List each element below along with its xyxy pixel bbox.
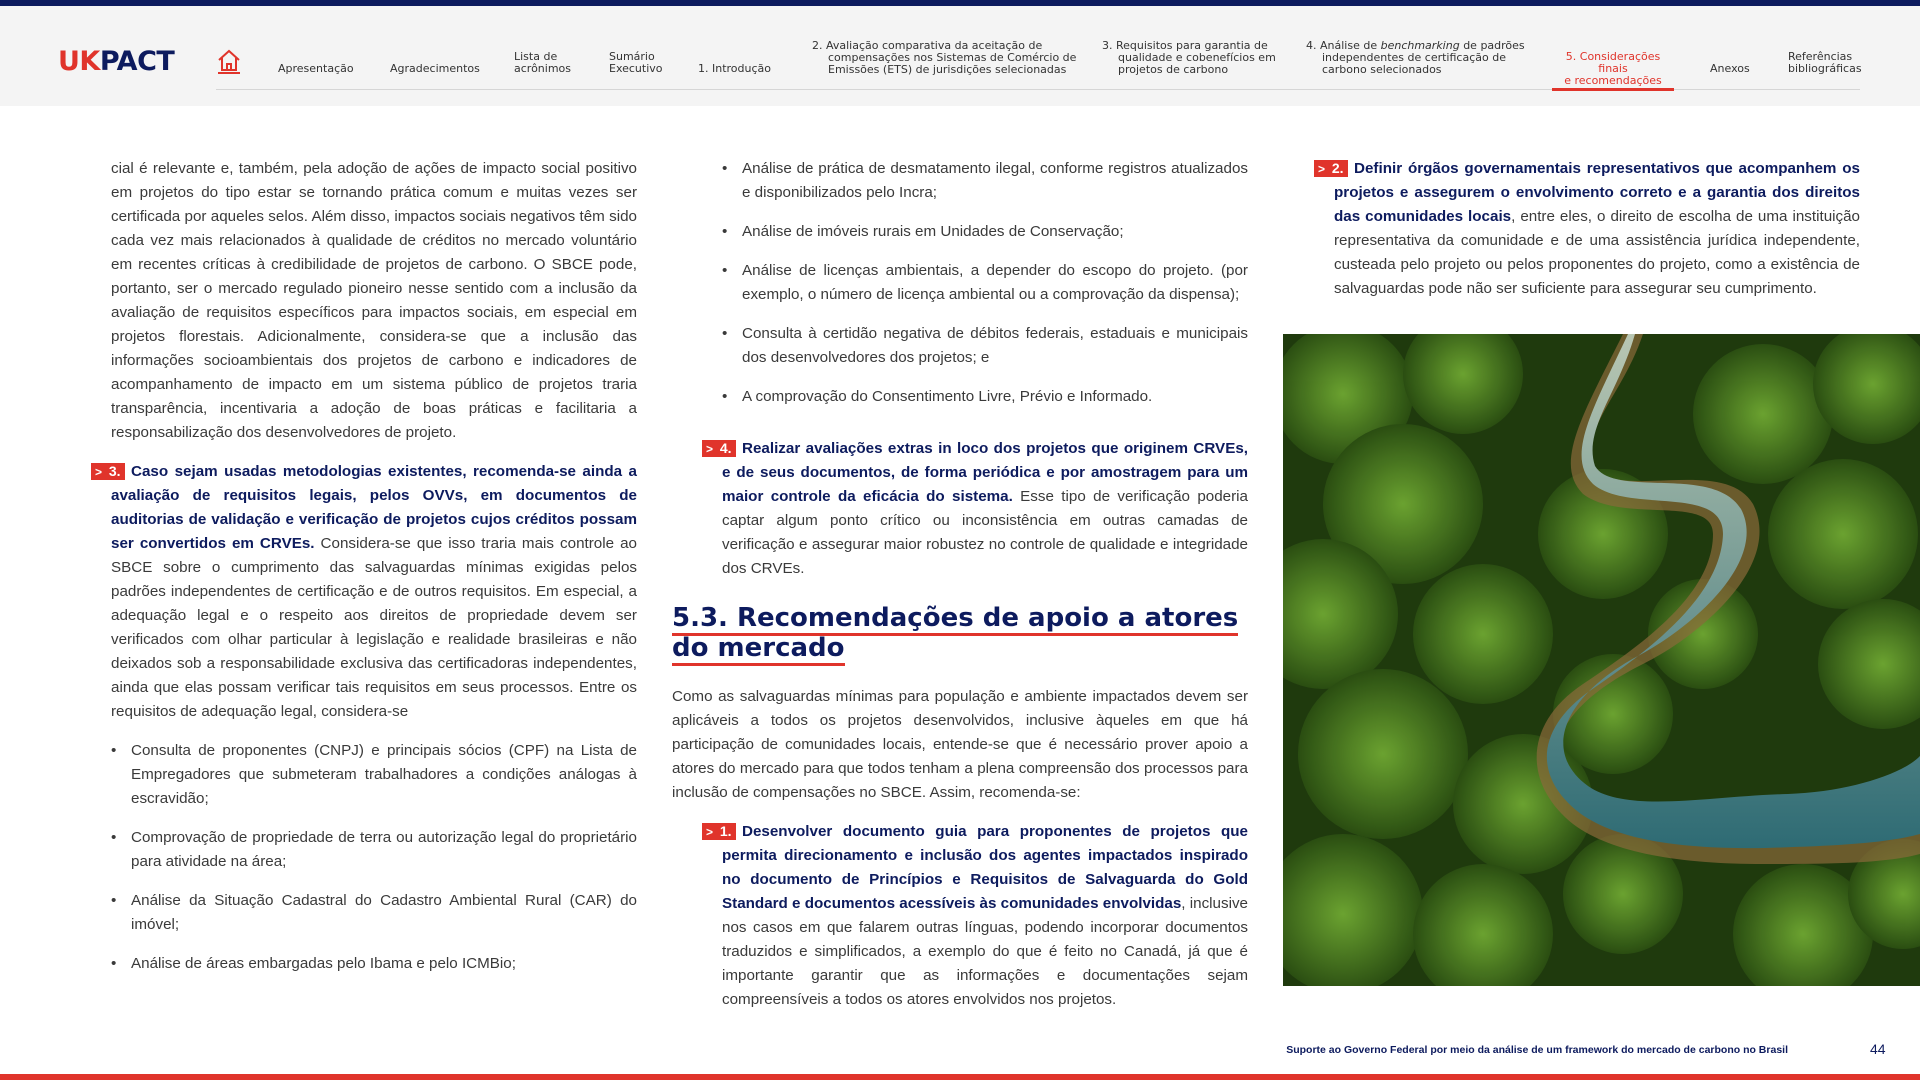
column-2 [672, 157, 1248, 1027]
list-item: • Comprovação de propriedade de terra ou autorização legal do proprietário para atividade na área; [111, 826, 637, 874]
bullet-icon: • [111, 742, 117, 759]
list-item: • Análise de imóveis rurais em Unidades de Conservação; [722, 220, 1248, 244]
main-nav [0, 40, 1920, 90]
nav-item-secao-5-active[interactable]: 5. Considerações finais e recomendações [1564, 50, 1662, 87]
recommendation-list [672, 820, 1248, 1012]
recommendation-title: Caso sejam usadas metodologias existentes, recomenda-se ainda a avaliação de requisitos legais, pelos OVVs, em documentos de auditorias de validação e verificação de projetos cujos créditos possam ser convertidos em CRVEs. [111, 463, 637, 552]
bullet-icon: • [111, 892, 117, 909]
nav-item-sumario-executivo[interactable]: Sumário Executivo [609, 50, 663, 75]
chevron-right-icon: > [95, 465, 103, 479]
forest-river-aerial-image [1283, 334, 1920, 986]
recommendation-title: Definir órgãos governamentais representativos que acompanhem os projetos e assegurem o envolvimento correto e a garantia dos direitos das comunidades locais [1334, 160, 1860, 225]
recommendation-badge: > 4. [702, 440, 736, 457]
recommendation-4 [706, 437, 1248, 581]
recommendation-badge: > 3. [91, 463, 125, 480]
recommendation-2 [1318, 157, 1860, 301]
page-number: 44 [1870, 1041, 1886, 1057]
bullet-icon: • [722, 160, 728, 177]
bullet-list [672, 157, 1248, 581]
column-1 [95, 157, 637, 991]
bottom-accent-bar [0, 1074, 1920, 1080]
active-tab-underline [1552, 88, 1674, 91]
recommendation-text: Considera-se que isso traria mais controle ao SBCE sobre o cumprimento das salvaguardas mínimas exigidas pelos padrões independentes de certificação e de outros requisitos. Em especial, a adequação legal e o respeito aos direitos de propriedade devem ser verificados com olhar particular à legislação e realidade brasileiras e não deixados sob a responsabilidade exclusiva das certificadoras independentes, ainda que elas possam verificar tais requisitos em seus processos. Entre os requisitos de adequação legal, considera-se [111, 535, 637, 720]
list-item: • Análise de prática de desmatamento ilegal, conforme registros atualizados e disponibilizados pelo Incra; [722, 157, 1248, 205]
chevron-right-icon: > [706, 442, 714, 456]
list-item: • Análise de licenças ambientais, a depender do escopo do projeto. (por exemplo, o número de licença ambiental ou a comprovação da dispensa); [722, 259, 1248, 307]
bullet-icon: • [722, 223, 728, 240]
list-item: • Consulta à certidão negativa de débitos federais, estaduais e municipais dos desenvolvedores dos projetos; e [722, 322, 1248, 370]
list-item: • Análise da Situação Cadastral do Cadastro Ambiental Rural (CAR) do imóvel; [111, 889, 637, 937]
column-3 [1318, 157, 1860, 316]
nav-item-agradecimentos[interactable]: Agradecimentos [390, 62, 480, 75]
nav-item-referencias[interactable]: Referências bibliográficas [1788, 50, 1862, 75]
header [0, 6, 1920, 106]
bullet-icon: • [722, 388, 728, 405]
nav-item-introducao[interactable]: 1. Introdução [698, 62, 772, 75]
recommendation-title: Desenvolver documento guia para proponentes de projetos que permita direcionamento e inclusão dos agentes impactados inspirado no documento de Princípios e Requisitos de Salvaguarda do Gold Standard e documentos acessíveis às comunidades envolvidas [722, 823, 1248, 912]
recommendation-badge: > 2. [1314, 160, 1348, 177]
recommendation-title: Realizar avaliações extras in loco dos projetos que originem CRVEs, e de seus documentos, de forma periódica e por amostragem para um maior controle da eficácia do sistema. [722, 440, 1248, 505]
recommendation-text: Esse tipo de verificação poderia captar algum ponto crítico ou inconsistência em outras camadas de verificação e assegurar maior robustez no controle de qualidade e integridade dos CRVEs. [722, 488, 1248, 577]
paragraph: Como as salvaguardas mínimas para população e ambiente impactados devem ser aplicáveis a todos os projetos desenvolvidos, inclusive àqueles em que há participação de comunidades locais, entende-se que é necessário prover apoio a atores do mercado para que todos tenham a plena compreensão dos processos para inclusão de compensações no SBCE. Assim, recomenda-se: [672, 688, 1248, 801]
chevron-right-icon: > [1318, 162, 1326, 176]
list-item: • Análise de áreas embargadas pelo Ibama e pelo ICMBio; [111, 952, 637, 976]
bullet-icon: • [722, 262, 728, 279]
footer-caption: Suporte ao Governo Federal por meio da análise de um framework do mercado de carbono no Brasil [1286, 1044, 1788, 1056]
recommendation-text: , inclusive nos casos em que falarem outras línguas, podendo incorporar documentos traduzidos e simplificados, a exemplo do que é feito no Canadá, já que é importante garantir que as informações e documentações sejam compreensíveis a todos os atores envolvidos nos projetos. [722, 895, 1248, 1008]
nav-item-secao-4[interactable]: 4. Análise de benchmarking de padrões independentes de certificação de carbono selecionados [1306, 39, 1525, 76]
recommendation-1 [706, 820, 1248, 1012]
nav-item-lista-acronimos[interactable]: Lista de acrônimos [514, 50, 572, 75]
list-item: • Consulta de proponentes (CNPJ) e principais sócios (CPF) na Lista de Empregadores que submeteram trabalhadores a condições análogas à escravidão; [111, 739, 637, 811]
recommendation-text: , entre eles, o direito de escolha de uma instituição representativa da comunidade e de uma assistência jurídica independente, custeada pelo projeto ou pelos proponentes do projeto, como a existência de salvaguardas pode não ser suficiente para assegurar seu cumprimento. [1334, 208, 1860, 297]
logo-uk: UK [58, 46, 100, 77]
logo-pact: PACT [99, 46, 175, 77]
bullet-icon: • [111, 829, 117, 846]
nav-item-apresentacao[interactable]: Apresentação [278, 62, 354, 75]
list-item: • A comprovação do Consentimento Livre, Prévio e Informado. [722, 385, 1248, 409]
bullet-icon: • [111, 955, 117, 972]
nav-item-secao-3[interactable]: 3. Requisitos para garantia de qualidade e cobenefícios em projetos de carbono [1102, 39, 1276, 76]
paragraph: cial é relevante e, também, pela adoção de ações de impacto social positivo em projetos do tipo estar se tornando prática comum e muitas vezes ser certificada por aqueles selos. Além disso, impactos sociais negativos têm sido cada vez mais relacionados à qualidade de créditos no mercado voluntário em recentes críticas à credibilidade de projetos de carbono. O SBCE pode, portanto, ser o mercado regulado pioneiro nesse sentido com a inclusão da avaliação de requisitos específicos para impactos sociais, em especial em projetos florestais. Adicionalmente, considera-se que a inclusão das informações socioambientais dos projetos de carbono e indicadores de acompanhamento de impacto em um sistema público de projetos traria transparência, incentivaria a adoção de boas práticas e facilitaria a responsabilização dos desenvolvedores de projeto. [111, 160, 637, 441]
recommendation-badge: > 1. [702, 823, 736, 840]
section-heading: 5.3. Recomendações de apoio a atores do mercado [672, 603, 1248, 663]
nav-item-secao-2[interactable]: 2. Avaliação comparativa da aceitação de compensações nos Sistemas de Comércio de Emissões (ETS) de jurisdições selecionadas [812, 39, 1077, 76]
recommendation-3 [95, 460, 637, 724]
nav-item-anexos[interactable]: Anexos [1710, 62, 1750, 75]
bullet-icon: • [722, 325, 728, 342]
chevron-right-icon: > [706, 825, 714, 839]
